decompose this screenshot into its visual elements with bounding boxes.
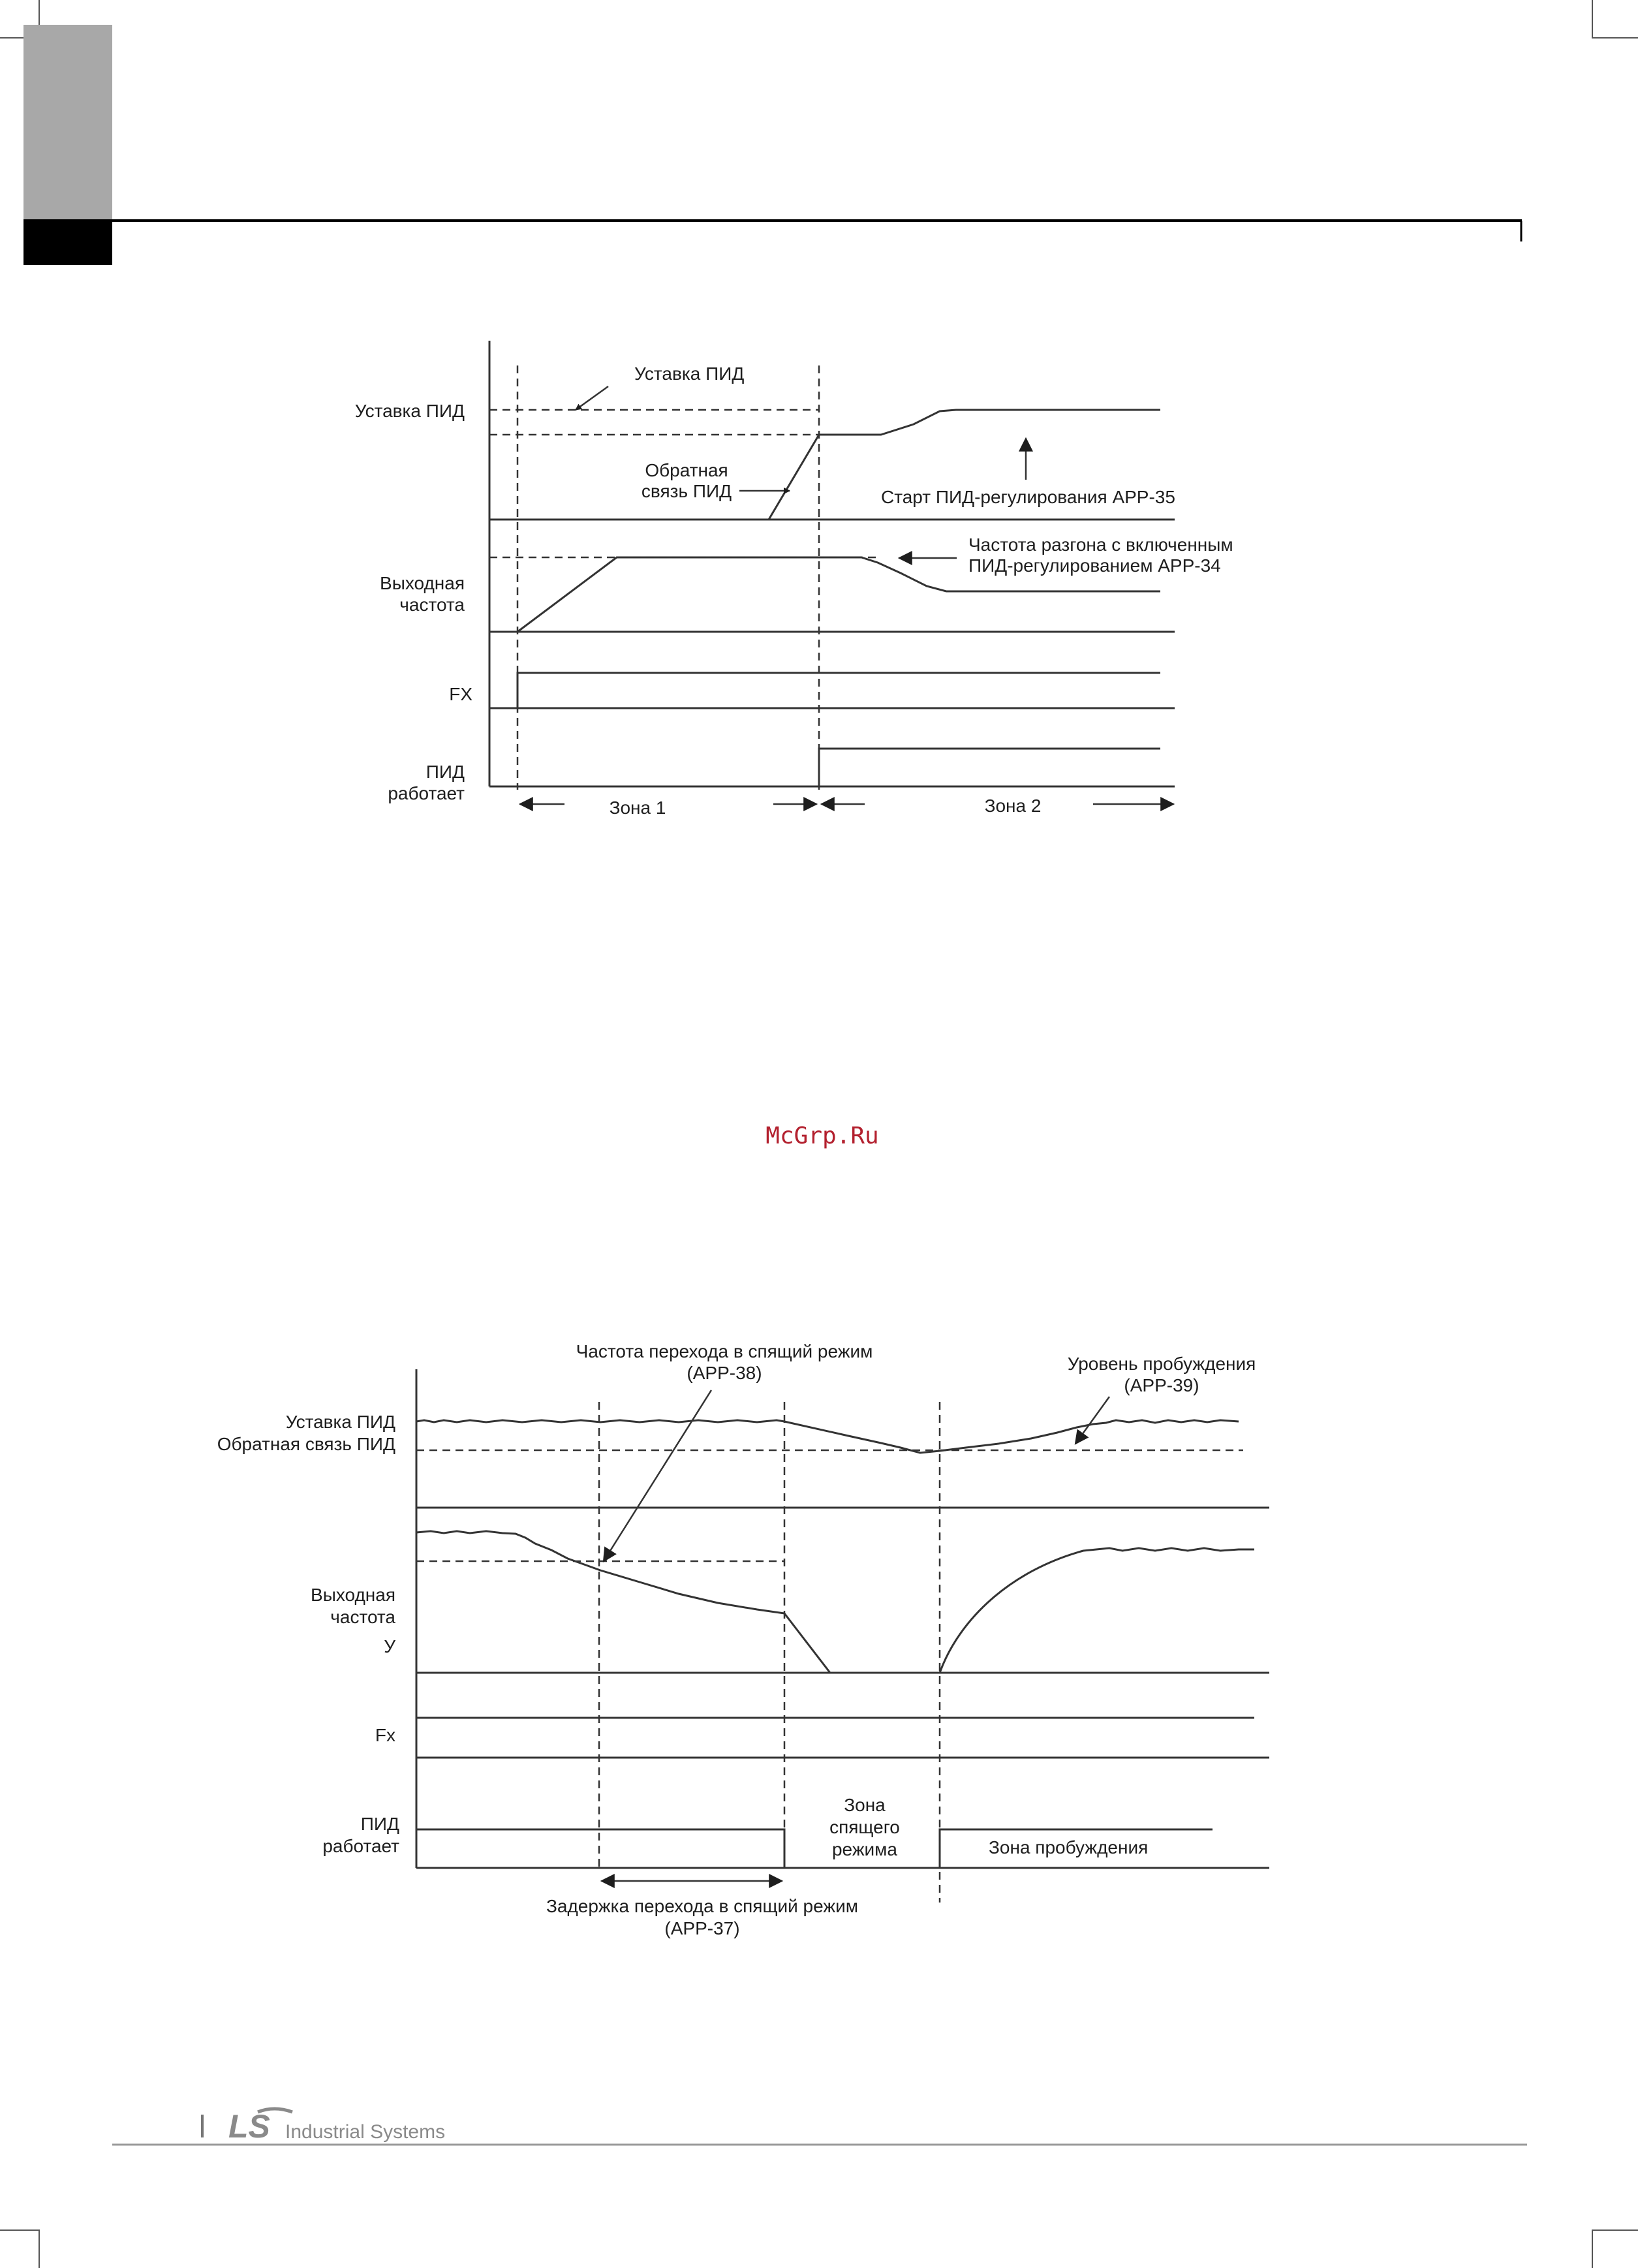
pid-running-label-line2: работает (322, 1836, 399, 1856)
chapter-tab-dark (23, 219, 112, 265)
pid-running-label-line1: ПИД (425, 762, 465, 782)
zone2-label: Зона 2 (984, 796, 1042, 816)
sleep-delay-label-line1: Задержка перехода в спящий режим (546, 1896, 859, 1916)
output-freq-label-line1: Выходная (311, 1585, 395, 1605)
setpoint-callout-label: Уставка ПИД (634, 364, 745, 384)
sleep-zone-label-line3: режима (831, 1839, 898, 1859)
accel-note-line2: ПИД-регулированием APP-34 (968, 555, 1221, 576)
pid-running-label-line1: ПИД (360, 1814, 399, 1834)
zone1-label: Зона 1 (609, 798, 666, 818)
wake-freq-curve (940, 1548, 1254, 1673)
sleep-freq-arrow (604, 1390, 711, 1561)
wake-level-arrow (1075, 1397, 1109, 1444)
watermark: McGrp.Ru (765, 1123, 879, 1149)
output-freq-label-line2: частота (330, 1607, 395, 1627)
wake-level-label-line2: (APP-39) (1124, 1375, 1199, 1395)
company-name: Industrial Systems (285, 2121, 446, 2143)
feedback-label: Обратная связь ПИД (217, 1434, 395, 1454)
fx-label: FX (449, 684, 472, 704)
pid-signal (819, 749, 1160, 786)
pid-signal (416, 1829, 784, 1868)
sleep-delay-label-line2: (APP-37) (664, 1918, 740, 1938)
wake-zone-label: Зона пробуждения (989, 1837, 1149, 1857)
pid-running-label-line2: работает (388, 783, 465, 803)
fx-signal (489, 673, 1160, 708)
y-label: У (384, 1636, 395, 1656)
ls-logo: LS (228, 2108, 270, 2145)
feedback-curve (416, 1420, 1239, 1453)
ls-logo-swoosh (258, 2109, 292, 2112)
footer (112, 2108, 1527, 2145)
wake-level-label-line1: Уровень пробуждения (1067, 1354, 1256, 1374)
feedback-label-line2: связь ПИД (641, 481, 732, 501)
chapter-tab (23, 25, 112, 221)
setpoint-label: Уставка ПИД (285, 1412, 395, 1432)
sleep-zone-label-line1: Зона (844, 1795, 886, 1815)
fx-label: Fx (375, 1725, 395, 1745)
start-note: Старт ПИД-регулирования APP-35 (881, 487, 1175, 507)
sleep-freq-label-line2: (APP-38) (687, 1363, 762, 1383)
accel-note-line1: Частота разгона с включенным (968, 535, 1233, 555)
output-freq-label-line1: Выходная (380, 573, 465, 593)
diagram-sleep-wake (217, 1341, 1269, 1938)
setpoint-arrow (576, 386, 608, 410)
feedback-label-line1: Обратная (645, 460, 728, 480)
sleep-zone-label-line2: спящего (829, 1817, 900, 1837)
sleep-freq-label-line1: Частота перехода в спящий режим (576, 1341, 873, 1361)
diagram-pid-start (355, 341, 1233, 818)
output-freq-label-line2: частота (399, 595, 465, 615)
output-freq-curve (416, 1531, 830, 1673)
setpoint-axis-label: Уставка ПИД (354, 401, 465, 421)
